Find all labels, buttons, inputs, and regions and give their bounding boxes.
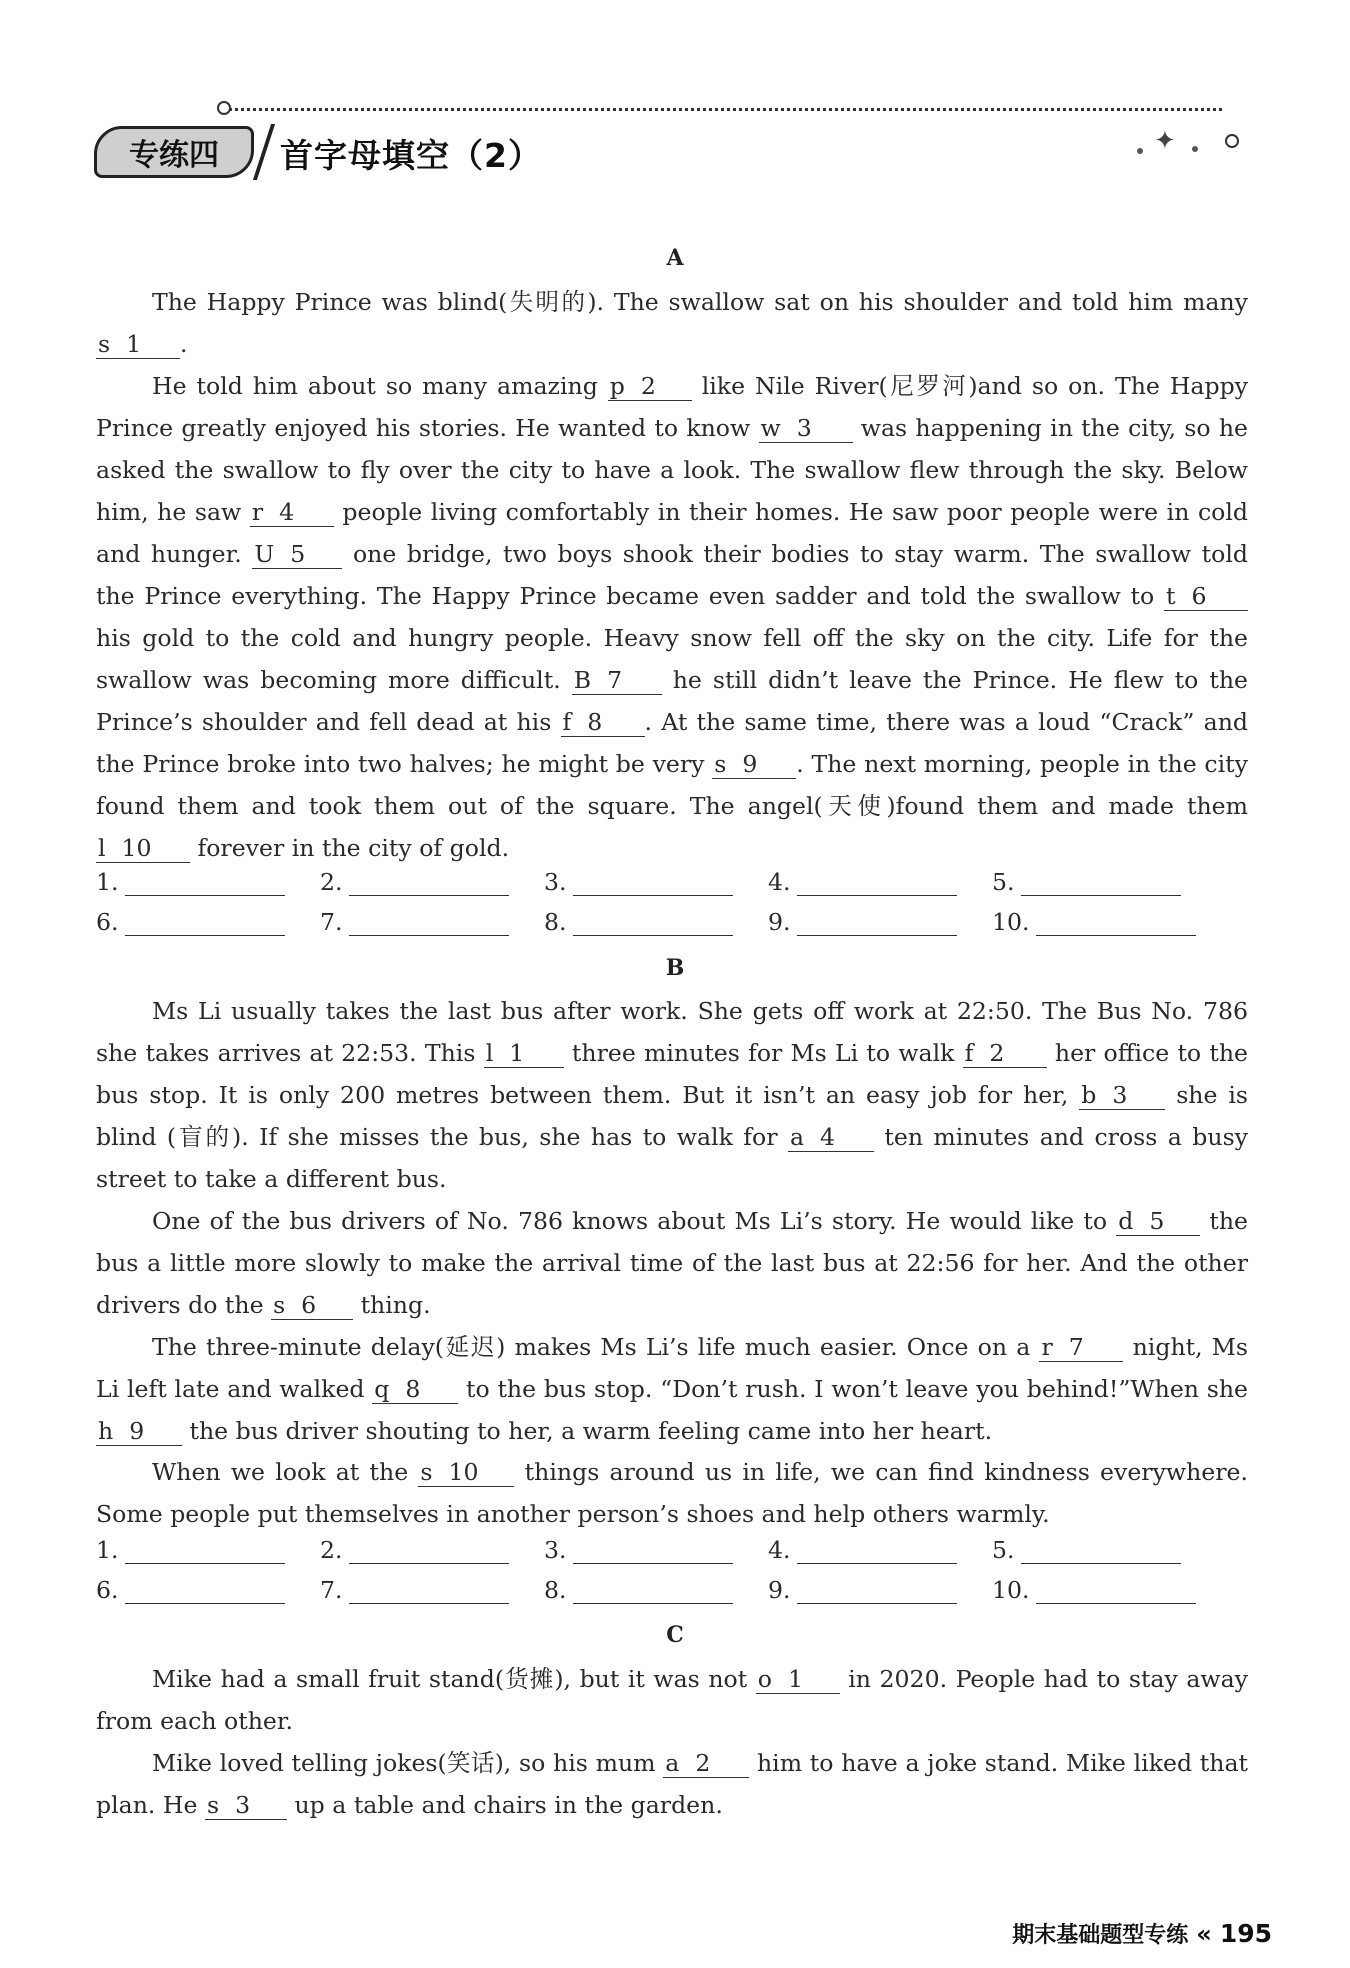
blank-a-7[interactable]: B 7 (572, 666, 662, 695)
blank-a-9[interactable]: s 9 (712, 750, 796, 779)
blank-b-3[interactable]: b 3 (1079, 1081, 1165, 1110)
answer-slot[interactable]: 6. (96, 1576, 285, 1604)
page-title: 首字母填空（2） (280, 136, 542, 175)
blank-b-2[interactable]: f 2 (963, 1039, 1047, 1068)
answer-row-a-1 (96, 868, 1256, 908)
passage-b-paragraph-3: The three-minute delay(延迟) makes Ms Li’s life much easier. Once on a r 7 night, Ms Li left late and walked q 8 to the bus stop. “Don’t rush. I won’t leave you behind!”When she h 9 the bus driver shouting to her, a warm feeling came into her heart. (96, 1333, 1249, 1445)
blank-b-5[interactable]: d 5 (1116, 1207, 1200, 1236)
blank-b-4[interactable]: a 4 (788, 1123, 874, 1152)
blank-b-6[interactable]: s 6 (271, 1291, 353, 1320)
answer-slot[interactable]: 3. (544, 1536, 733, 1564)
blank-c-3[interactable]: s 3 (205, 1791, 287, 1820)
page-number: 195 (1219, 1919, 1272, 1948)
blank-a-3[interactable]: w 3 (759, 414, 853, 443)
answer-slot[interactable]: 1. (96, 868, 285, 896)
passage-b-paragraph-1: Ms Li usually takes the last bus after work. She gets off work at 22:50. The Bus No. 786 she takes arrives at 22:53. This l 1 three minutes for Ms Li to walk f 2 her office to the bus stop. It is only 200 metres between them. But it isn’t an easy job for her, b 3 she is blind (盲的). If she misses the bus, she has to walk for a 4 ten minutes and cross a busy street to take a different bus. (96, 997, 1249, 1193)
blank-a-8[interactable]: f 8 (561, 708, 645, 737)
answer-slot[interactable]: 8. (544, 908, 733, 936)
ring-dot-icon (217, 101, 231, 115)
ring-dot-icon (1225, 134, 1239, 148)
page-footer (1012, 1918, 1272, 1949)
answer-slot[interactable]: 7. (320, 908, 509, 936)
blank-b-9[interactable]: h 9 (96, 1417, 182, 1446)
section-letter-c: C (666, 1622, 684, 1648)
double-chevron-left-icon: « (1196, 1919, 1212, 1948)
section-header (92, 96, 1272, 196)
blank-b-10[interactable]: s 10 (418, 1458, 514, 1487)
blank-a-2[interactable]: p 2 (608, 372, 692, 401)
answer-slot[interactable]: 5. (992, 868, 1181, 896)
answer-slot[interactable]: 10. (992, 908, 1196, 936)
footer-text: 期末基础题型专练 (1012, 1923, 1189, 1948)
decorative-dotted-line (222, 108, 1222, 111)
answer-slot[interactable]: 1. (96, 1536, 285, 1564)
answer-slot[interactable]: 7. (320, 1576, 509, 1604)
answer-row-b-2 (96, 1576, 1256, 1616)
answer-slot[interactable]: 2. (320, 868, 509, 896)
answer-slot[interactable]: 4. (768, 1536, 957, 1564)
answer-slot[interactable]: 6. (96, 908, 285, 936)
dot-icon (1192, 146, 1198, 152)
blank-c-2[interactable]: a 2 (663, 1749, 749, 1778)
answer-slot[interactable]: 5. (992, 1536, 1181, 1564)
dot-icon (1137, 148, 1143, 154)
answer-slot[interactable]: 2. (320, 1536, 509, 1564)
answer-row-b-1 (96, 1536, 1256, 1576)
passage-c-paragraph-1: Mike had a small fruit stand(货摊), but it was not o 1 in 2020. People had to stay away from each other. (96, 1665, 1249, 1735)
blank-b-8[interactable]: q 8 (372, 1375, 458, 1404)
answer-slot[interactable]: 3. (544, 868, 733, 896)
passage-a-paragraph-2: He told him about so many amazing p 2 like Nile River(尼罗河)and so on. The Happy Prince greatly enjoyed his stories. He wanted to know w 3 was happening in the city, so he asked the swallow to fly over the city to have a look. The swallow flew through the sky. Below him, he saw r 4 people living comfortably in their homes. He saw poor people were in cold and hunger. U 5 one bridge, two boys shook their bodies to stay warm. The swallow told the Prince everything. The Happy Prince became even sadder and told the swallow to t 6 his gold to the cold and hungry people. Heavy snow fell off the sky on the city. Life for the swallow was becoming more difficult. B 7 he still didn’t leave the Prince. He flew to the Prince’s shoulder and fell dead at his f 8 . At the same time, there was a loud “Crack” and the Prince broke into two halves; he might be very s 9 . The next morning, people in the city found them and took them out of the square. The angel(天使)found them and made them l 10 forever in the city of gold. (96, 372, 1249, 862)
blank-a-10[interactable]: l 10 (96, 834, 190, 863)
answer-row-a-2 (96, 908, 1256, 948)
sparkle-icon: ✦ (1154, 126, 1176, 156)
section-letter-b: B (665, 955, 685, 981)
section-letter-a: A (666, 245, 684, 271)
blank-a-1[interactable]: s 1 (96, 330, 180, 359)
blank-a-4[interactable]: r 4 (250, 498, 334, 527)
blank-b-1[interactable]: l 1 (484, 1039, 564, 1068)
answer-slot[interactable]: 9. (768, 1576, 957, 1604)
blank-b-7[interactable]: r 7 (1039, 1333, 1123, 1362)
answer-slot[interactable]: 4. (768, 868, 957, 896)
answer-slot[interactable]: 9. (768, 908, 957, 936)
passage-b-paragraph-4: When we look at the s 10 things around us in life, we can find kindness everywhere. Some people put themselves in another person’s shoes and help others warmly. (96, 1458, 1248, 1528)
blank-a-6[interactable]: t 6 (1164, 582, 1248, 611)
blank-a-5[interactable]: U 5 (252, 540, 342, 569)
answer-slot[interactable]: 10. (992, 1576, 1196, 1604)
passage-b-paragraph-2: One of the bus drivers of No. 786 knows about Ms Li’s story. He would like to d 5 the bus a little more slowly to make the arrival time of the last bus at 22:56 for her. And the other drivers do the s 6 thing. (96, 1207, 1249, 1319)
passage-a-paragraph-1: The Happy Prince was blind(失明的). The swallow sat on his shoulder and told him many s 1 . (98, 288, 1248, 358)
blank-c-1[interactable]: o 1 (756, 1665, 840, 1694)
passage-c-paragraph-2: Mike loved telling jokes(笑话), so his mum a 2 him to have a joke stand. Mike liked that plan. He s 3 up a table and chairs in the garden. (96, 1749, 1248, 1819)
answer-slot[interactable]: 8. (544, 1576, 733, 1604)
exercise-badge: 专练四 (94, 126, 254, 178)
